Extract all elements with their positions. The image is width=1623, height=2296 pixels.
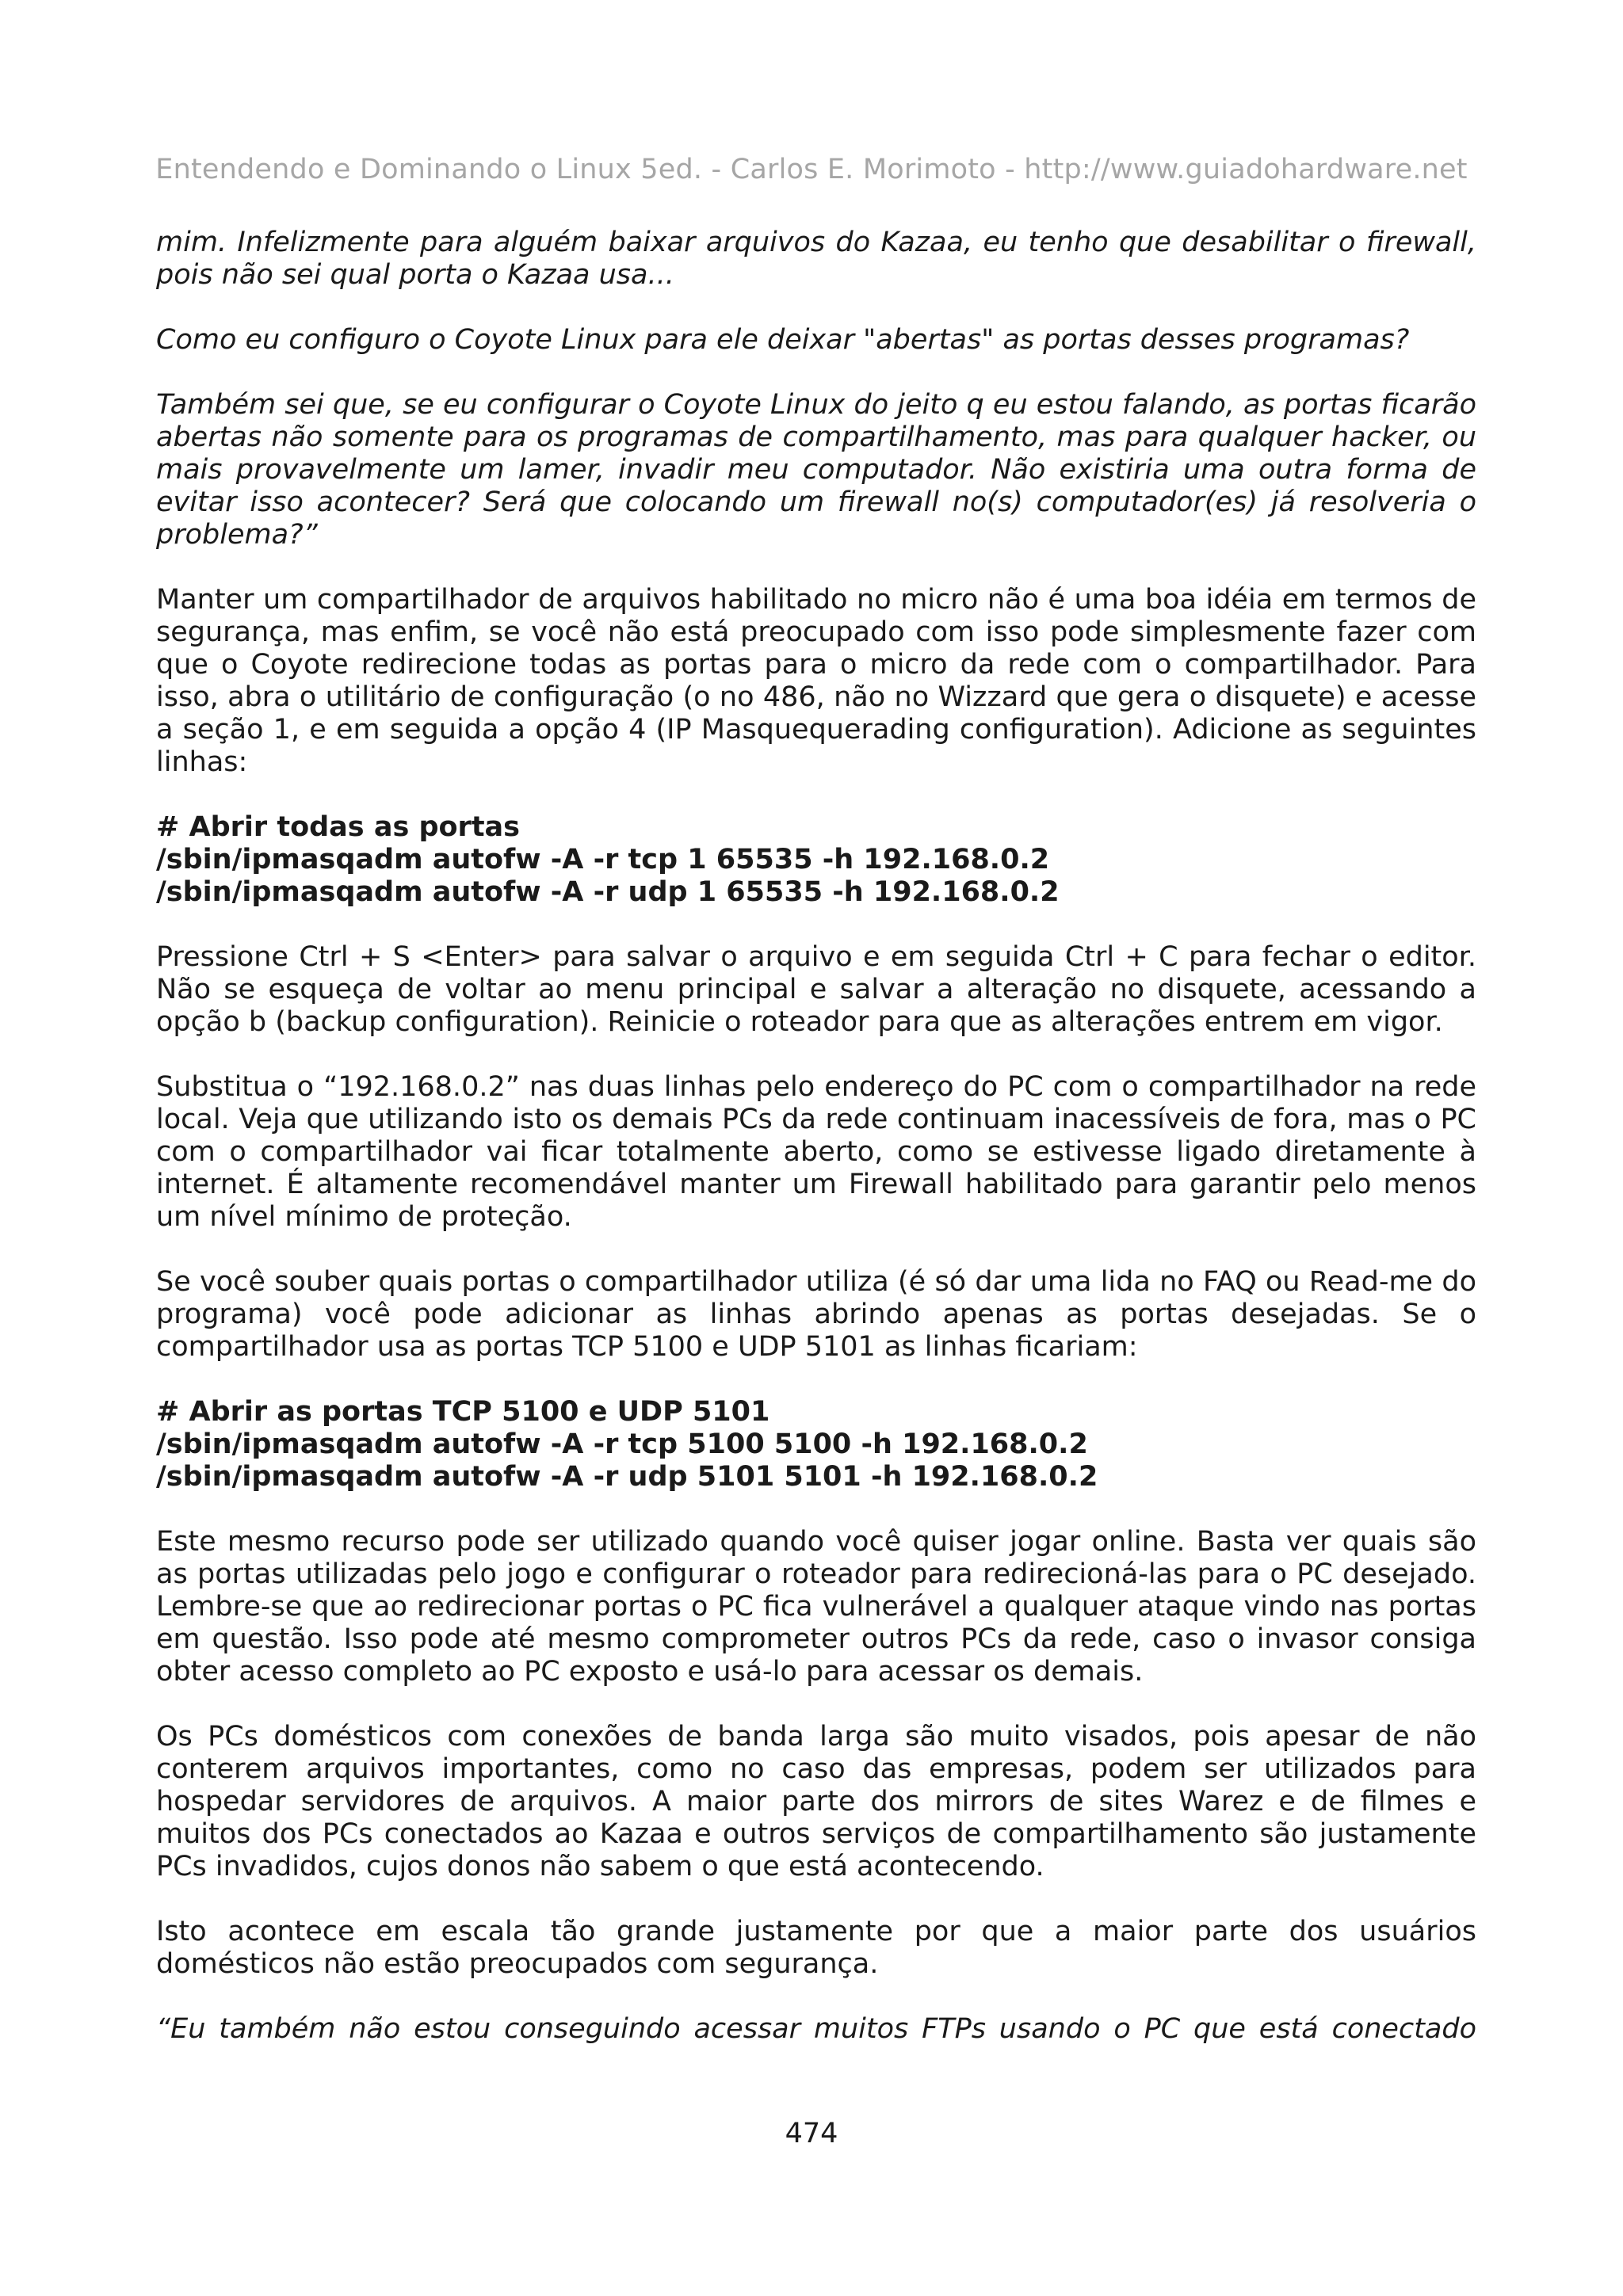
quoted-question-paragraph: “Eu também não estou conseguindo acessar muitos FTPs usando o PC que está conectado <box>156 2013 1476 2045</box>
quoted-question-paragraph: Também sei que, se eu configurar o Coyote Linux do jeito q eu estou falando, as portas ficarão abertas não somente para os programas de compartilhamento, mas para qualquer hacker, ou mais provavelmente um lamer, invadir meu computador. Não existiria uma outra forma de evitar isso acontecer? Será que colocando um firewall no(s) computador(es) já resolveria o problema?” <box>156 389 1476 551</box>
code-line: /sbin/ipmasqadm autofw -A -r tcp 1 65535 -h 192.168.0.2 <box>156 844 1050 875</box>
body-paragraph: Substitua o “192.168.0.2” nas duas linhas pelo endereço do PC com o compartilhador na rede local. Veja que utilizando isto os demais PCs da rede continuam inacessíveis de fora, mas o PC com o compartilhador vai ficar totalmente aberto, como se estivesse ligado diretamente à internet. É altamente recomendável manter um Firewall habilitado para garantir pelo menos um nível mínimo de proteção. <box>156 1071 1476 1233</box>
body-paragraph: Isto acontece em escala tão grande justamente por que a maior parte dos usuários domésticos não estão preocupados com segurança. <box>156 1916 1476 1980</box>
code-line: /sbin/ipmasqadm autofw -A -r tcp 5100 5100 -h 192.168.0.2 <box>156 1428 1088 1460</box>
code-comment: # Abrir todas as portas <box>156 811 520 843</box>
code-line: /sbin/ipmasqadm autofw -A -r udp 5101 5101 -h 192.168.0.2 <box>156 1461 1098 1493</box>
running-header: Entendendo e Dominando o Linux 5ed. - Carlos E. Morimoto - http://www.guiadohardware.net <box>155 154 1468 185</box>
code-block-all-ports <box>156 811 1476 909</box>
quoted-question-paragraph: Como eu configuro o Coyote Linux para ele deixar "abertas" as portas desses programas? <box>156 324 1410 356</box>
code-line: /sbin/ipmasqadm autofw -A -r udp 1 65535 -h 192.168.0.2 <box>156 876 1060 908</box>
body-paragraph: Pressione Ctrl + S <Enter> para salvar o arquivo e em seguida Ctrl + C para fechar o editor. Não se esqueça de voltar ao menu principal e salvar a alteração no disquete, acessando a opção b (backup configuration). Reinicie o roteador para que as alterações entrem em vigor. <box>156 941 1476 1038</box>
page-number: 474 <box>785 2118 838 2149</box>
body-paragraph: Os PCs domésticos com conexões de banda larga são muito visados, pois apesar de não conterem arquivos importantes, como no caso das empresas, podem ser utilizados para hospedar servidores de arquivos. A maior parte dos mirrors de sites Warez e de filmes e muitos dos PCs conectados ao Kazaa e outros serviços de compartilhamento são justamente PCs invadidos, cujos donos não sabem o que está acontecendo. <box>156 1721 1476 1882</box>
body-paragraph: Se você souber quais portas o compartilhador utiliza (é só dar uma lida no FAQ ou Read-me do programa) você pode adicionar as linhas abrindo apenas as portas desejadas. Se o compartilhador usa as portas TCP 5100 e UDP 5101 as linhas ficariam: <box>156 1266 1476 1363</box>
code-block-specific-ports <box>156 1396 1476 1493</box>
body-paragraph: Manter um compartilhador de arquivos habilitado no micro não é uma boa idéia em termos de segurança, mas enfim, se você não está preocupado com isso pode simplesmente fazer com que o Coyote redirecione todas as portas para o micro da rede com o compartilhador. Para isso, abra o utilitário de configuração (o no 486, não no Wizzard que gera o disquete) e acesse a seção 1, e em seguida a opção 4 (IP Masquequerading configuration). Adicione as seguintes linhas: <box>156 584 1476 778</box>
code-comment: # Abrir as portas TCP 5100 e UDP 5101 <box>156 1396 770 1428</box>
quoted-question-paragraph: mim. Infelizmente para alguém baixar arquivos do Kazaa, eu tenho que desabilitar o firewall, pois não sei qual porta o Kazaa usa... <box>156 227 1476 291</box>
page-body <box>156 227 1476 2078</box>
body-paragraph: Este mesmo recurso pode ser utilizado quando você quiser jogar online. Basta ver quais são as portas utilizadas pelo jogo e configurar o roteador para redirecioná-las para o PC desejado. Lembre-se que ao redirecionar portas o PC fica vulnerável a qualquer ataque vindo nas portas em questão. Isso pode até mesmo comprometer outros PCs da rede, caso o invasor consiga obter acesso completo ao PC exposto e usá-lo para acessar os demais. <box>156 1526 1476 1688</box>
